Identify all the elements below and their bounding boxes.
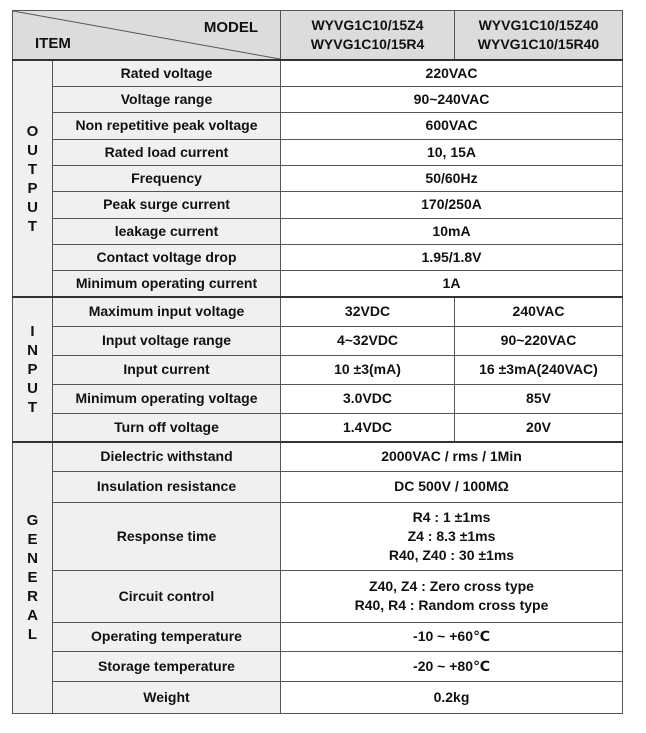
row-label: Minimum operating current (53, 270, 281, 297)
item-label: ITEM (35, 35, 71, 52)
item-model-corner (13, 11, 281, 61)
row-value: 90~240VAC (281, 86, 623, 112)
general-row (13, 502, 623, 570)
row-value: 50/60Hz (281, 165, 623, 191)
group-letter: T (27, 160, 38, 178)
general-row (13, 471, 623, 502)
spec-table (12, 10, 623, 714)
row-label: Contact voltage drop (53, 244, 281, 270)
output-row (13, 112, 623, 139)
row-label: Peak surge current (53, 191, 281, 218)
group-letter: E (27, 569, 38, 587)
value-line: Z40, Z4 : Zero cross type (369, 578, 534, 594)
group-letter: T (27, 217, 38, 235)
output-row (13, 60, 623, 86)
model-a-line-1: WYVG1C10/15Z4 (311, 17, 424, 33)
group-letter: R (27, 588, 38, 606)
row-value-a: 1.4VDC (281, 413, 455, 442)
model-a-line-2: WYVG1C10/15R4 (310, 36, 425, 52)
row-value: 1A (281, 270, 623, 297)
row-value: 1.95/1.8V (281, 244, 623, 270)
output-row (13, 86, 623, 112)
row-label: Weight (53, 681, 281, 713)
row-value (281, 502, 623, 570)
input-group-label (13, 297, 53, 442)
model-b-header (455, 11, 623, 61)
row-label: Non repetitive peak voltage (53, 112, 281, 139)
input-row (13, 384, 623, 413)
row-value: -20 ~ +80℃ (281, 651, 623, 681)
row-label: Dielectric withstand (53, 442, 281, 471)
row-label: Rated voltage (53, 60, 281, 86)
row-label: Rated load current (53, 139, 281, 165)
row-label: Voltage range (53, 86, 281, 112)
row-value: 10, 15A (281, 139, 623, 165)
row-label: Operating temperature (53, 622, 281, 651)
row-label: Storage temperature (53, 651, 281, 681)
output-row (13, 191, 623, 218)
row-value-b: 20V (455, 413, 623, 442)
general-row (13, 442, 623, 471)
row-label: Turn off voltage (53, 413, 281, 442)
general-group-label (13, 442, 53, 713)
value-line: R4 : 1 ±1ms (412, 508, 491, 525)
input-row (13, 355, 623, 384)
group-letter: T (27, 399, 38, 416)
row-value: 220VAC (281, 60, 623, 86)
group-letter: U (27, 380, 38, 397)
group-letter: N (27, 342, 38, 359)
row-value-a: 4~32VDC (281, 326, 455, 355)
row-label: Insulation resistance (53, 471, 281, 502)
model-a-header (281, 11, 455, 61)
general-row (13, 570, 623, 622)
output-row (13, 244, 623, 270)
group-letter: P (27, 179, 38, 197)
row-value-a: 32VDC (281, 297, 455, 326)
row-value: 600VAC (281, 112, 623, 139)
group-letter: U (27, 198, 38, 216)
row-value: 10mA (281, 218, 623, 244)
header-row (13, 11, 623, 61)
row-label: leakage current (53, 218, 281, 244)
group-letter: N (27, 550, 38, 568)
group-letter: I (30, 323, 35, 340)
output-group-label (13, 60, 53, 297)
row-value: DC 500V / 100MΩ (281, 471, 623, 502)
general-row (13, 622, 623, 651)
general-row (13, 651, 623, 681)
row-value: 0.2kg (281, 681, 623, 713)
group-letter: L (27, 626, 38, 644)
group-letter: A (27, 607, 38, 625)
group-letter: P (27, 361, 38, 378)
value-line: R40, Z40 : 30 ±1ms (388, 546, 515, 563)
row-label: Response time (53, 502, 281, 570)
row-value: 2000VAC / rms / 1Min (281, 442, 623, 471)
row-value-a: 10 ±3(mA) (281, 355, 455, 384)
row-label: Minimum operating voltage (53, 384, 281, 413)
row-value: -10 ~ +60℃ (281, 622, 623, 651)
row-value-b: 16 ±3mA(240VAC) (455, 355, 623, 384)
output-row (13, 270, 623, 297)
input-row (13, 413, 623, 442)
row-label: Frequency (53, 165, 281, 191)
row-value-b: 240VAC (455, 297, 623, 326)
row-label: Input voltage range (53, 326, 281, 355)
row-value-b: 85V (455, 384, 623, 413)
group-letter: E (27, 531, 38, 549)
row-value-b: 90~220VAC (455, 326, 623, 355)
general-row (13, 681, 623, 713)
row-value (281, 570, 623, 622)
output-row (13, 165, 623, 191)
input-row (13, 326, 623, 355)
group-letter: U (27, 141, 38, 159)
model-b-line-1: WYVG1C10/15Z40 (478, 17, 599, 33)
model-label: MODEL (203, 19, 258, 36)
row-label: Maximum input voltage (53, 297, 281, 326)
row-value-a: 3.0VDC (281, 384, 455, 413)
input-row (13, 297, 623, 326)
value-line: Z4 : 8.3 ±1ms (407, 527, 496, 544)
row-label: Circuit control (53, 570, 281, 622)
group-letter: G (26, 512, 39, 530)
output-row (13, 139, 623, 165)
value-line: R40, R4 : Random cross type (354, 597, 549, 613)
row-value: 170/250A (281, 191, 623, 218)
model-b-line-2: WYVG1C10/15R40 (477, 36, 600, 52)
row-label: Input current (53, 355, 281, 384)
group-letter: O (26, 122, 39, 140)
output-row (13, 218, 623, 244)
